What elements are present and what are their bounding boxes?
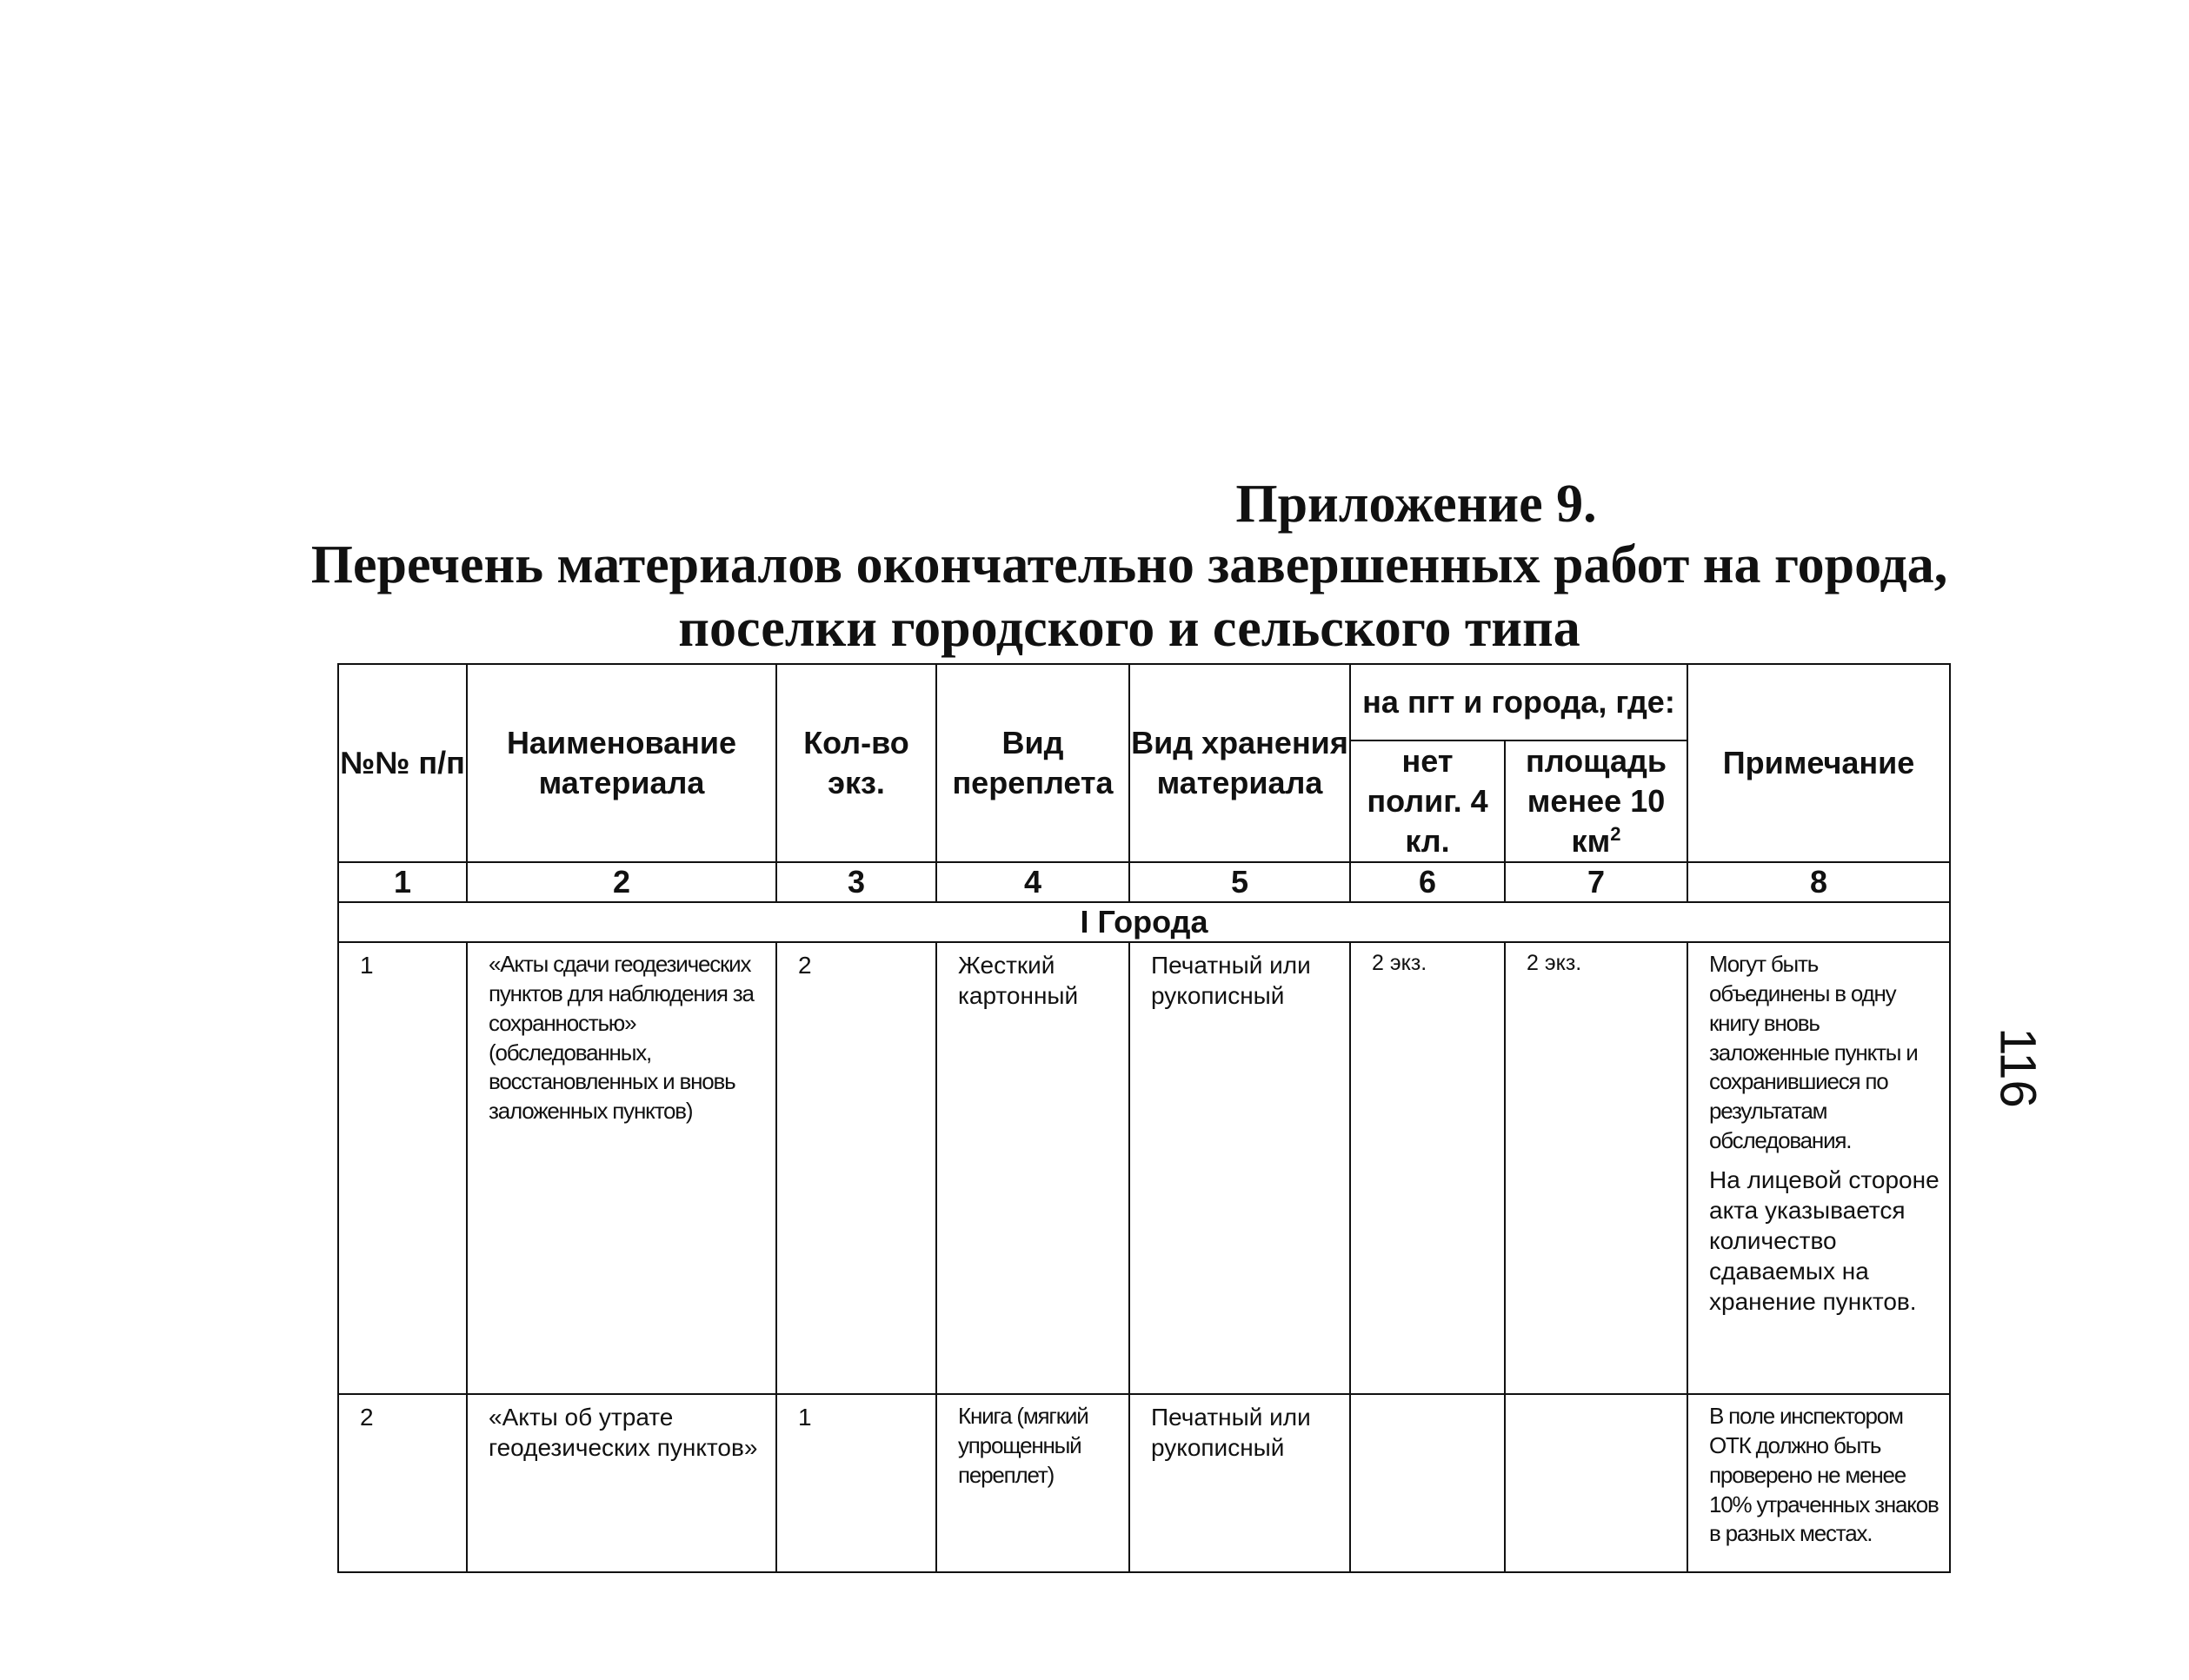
col-number: 1 [338, 862, 467, 902]
section-row [338, 902, 1950, 942]
header-area-text: площадь менее 10 км [1526, 743, 1667, 860]
materials-table [337, 663, 1951, 1573]
header-binding: Вид переплета [936, 664, 1129, 862]
col-number: 2 [467, 862, 776, 902]
col-number: 7 [1505, 862, 1687, 902]
header-num: №№ п/п [338, 664, 467, 862]
row-name: «Акты сдачи геодезических пунктов для наблюдения за сохранностью» (обследованных, восстановленных и вновь заложенных пунктов) [467, 942, 776, 1394]
row-storage: Печатный или рукописный [1129, 1394, 1350, 1572]
header-no-poly: нет полиг. 4 кл. [1350, 740, 1505, 862]
row-num: 2 [338, 1394, 467, 1572]
section-title: I Города [338, 902, 1950, 942]
col-number: 4 [936, 862, 1129, 902]
header-qty: Кол-во экз. [776, 664, 936, 862]
document-title-line1: Перечень материалов окончательно завершенных работ на города, [310, 535, 1948, 594]
appendix-title: Приложение 9. [1235, 475, 1597, 534]
col-number: 3 [776, 862, 936, 902]
table-row [338, 1394, 1950, 1572]
row-num: 1 [338, 942, 467, 1394]
row-binding: Книга (мягкий упрощенный переплет) [936, 1394, 1129, 1572]
row-no-poly [1350, 1394, 1505, 1572]
row-note-para: В поле инспектором ОТК должно быть проверено не менее 10% утраченных знаков в разных местах. [1709, 1403, 1939, 1547]
row-no-poly: 2 экз. [1350, 942, 1505, 1394]
row-qty: 1 [776, 1394, 936, 1572]
col-number: 8 [1687, 862, 1950, 902]
row-area [1505, 1394, 1687, 1572]
header-area-sup: 2 [1610, 823, 1621, 846]
header-note: Примечание [1687, 664, 1950, 862]
row-storage: Печатный или рукописный [1129, 942, 1350, 1394]
table-row [338, 942, 1950, 1394]
row-binding: Жесткий картонный [936, 942, 1129, 1394]
row-area: 2 экз. [1505, 942, 1687, 1394]
document-title-line2: поселки городского и сельского типа [678, 599, 1580, 658]
header-storage: Вид хранения материала [1129, 664, 1350, 862]
row-note [1687, 1394, 1950, 1572]
row-note-para: На лицевой стороне акта указывается количество сдаваемых на хранение пунктов. [1709, 1165, 1939, 1315]
col-number: 6 [1350, 862, 1505, 902]
header-name: Наименование материала [467, 664, 776, 862]
column-number-row [338, 862, 1950, 902]
header-area [1505, 740, 1687, 862]
page-number: 116 [1989, 1027, 2046, 1108]
header-group: на пгт и города, где: [1350, 664, 1687, 740]
row-name: «Акты об утрате геодезических пунктов» [467, 1394, 776, 1572]
row-note [1687, 942, 1950, 1394]
col-number: 5 [1129, 862, 1350, 902]
row-note-para: Могут быть объединены в одну книгу вновь заложенные пункты и сохранившиеся по результатам обследования. [1709, 951, 1918, 1154]
header-row-top [338, 664, 1950, 740]
row-qty: 2 [776, 942, 936, 1394]
